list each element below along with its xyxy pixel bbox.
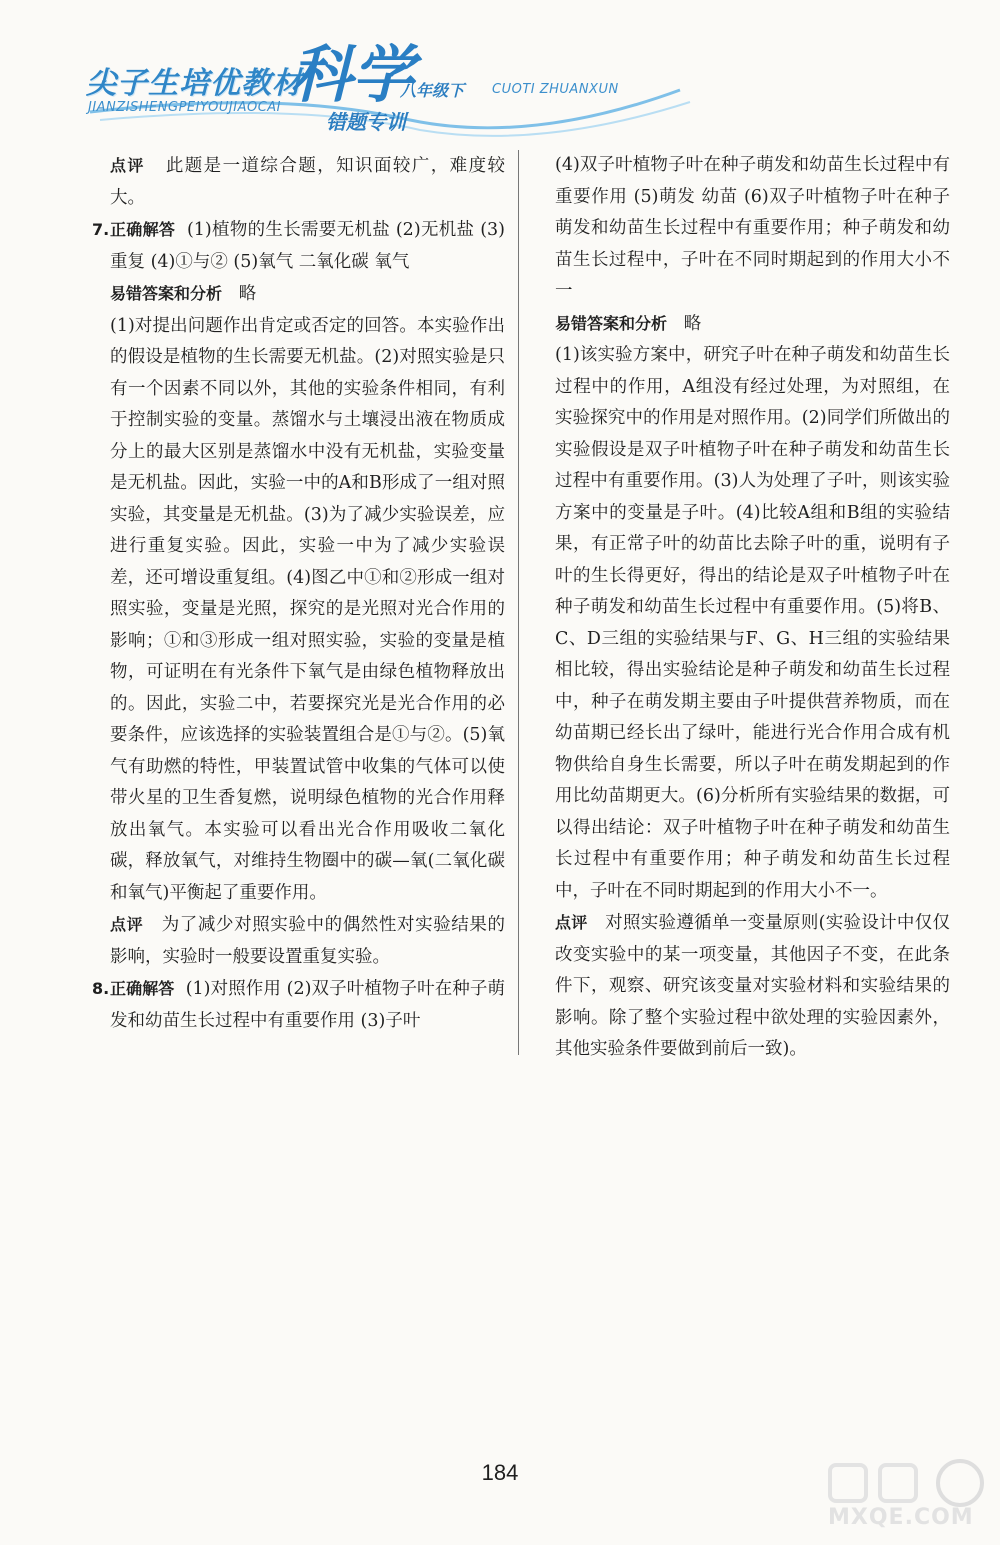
series-pinyin: CUOTI ZHUANXUN [492, 82, 619, 97]
comment-paragraph [110, 909, 505, 973]
question-8-answer [92, 973, 505, 1037]
wrong-answer-label: 易错答案和分析 [555, 313, 668, 333]
left-column [92, 150, 505, 1037]
column-divider [518, 150, 519, 1055]
comment-text: 为了减少对照实验中的偶然性对实验结果的影响，实验时一般要设置重复实验。 [110, 915, 505, 967]
book-header [80, 38, 700, 140]
brand-title: 尖子生培优教材 [86, 66, 303, 101]
correct-answer-label: 正确解答 [110, 979, 175, 998]
correct-answer-label: 正确解答 [110, 220, 176, 239]
comment-label: 点评 [555, 913, 588, 932]
right-column [555, 150, 950, 1066]
page-number: 184 [481, 1460, 519, 1485]
comment-paragraph [555, 907, 950, 1066]
correct-answer-text: (1)对照作用 (2)双子叶植物子叶在种子萌发和幼苗生长过程中有重要作用 (3)子叶 [110, 979, 505, 1031]
analysis-paragraph: (1)该实验方案中，研究子叶在种子萌发和幼苗生长过程中的作用，A组没有经过处理，为对照组，在实验探究中的作用是对照作用。(2)同学们所做出的实验假设是双子叶植物子叶在种子萌发和幼苗生长过程中有重要作用。(3)人为处理了子叶，则该实验方案中的变量是子叶。(4)比较A组和B组的实验结果，有正常子叶的幼苗比去除子叶的重，说明有子叶的生长得更好，得出的结论是双子叶植物子叶在种子萌发和幼苗生长过程中有重要作用。(5)将B、C、D三组的实验结果与F、G、H三组的实验结果相比较，得出实验结论是种子萌发和幼苗生长过程中，种子在萌发期主要由子叶提供营养物质，而在幼苗期已经长出了绿叶，能进行光合作用合成有机物供给自身生长需要，所以子叶在萌发期起到的作用比幼苗期更大。(6)分析所有实验结果的数据，可以得出结论：双子叶植物子叶在种子萌发和幼苗生长过程中有重要作用；种子萌发和幼苗生长过程中，子叶在不同时期起到的作用大小不一。 [555, 345, 950, 901]
comment-label: 点评 [110, 915, 144, 934]
analysis-paragraph: (1)对提出问题作出肯定或否定的回答。本实验作出的假设是植物的生长需要无机盐。(2)对照实验是只有一个因素不同以外，其他的实验条件相同，有利于控制实验的变量。蒸馏水与土壤浸出液在物质成分上的最大区别是蒸馏水中没有无机盐，实验变量是无机盐。因此，实验一中的A和B形成了一组对照实验，其变量是无机盐。(3)为了减少实验误差，应进行重复实验。因此，实验一中为了减少实验误差，还可增设重复组。(4)图乙中①和②形成一组对照实验，变量是光照，探究的是光照对光合作用的影响；①和③形成一组对照实验，实验的变量是植物，可证明在有光条件下氧气是由绿色植物释放出的。因此，实验二中，若要探究光是光合作用的必要条件，应该选择的实验装置组合是①与②。(5)氧气有助燃的特性，甲装置试管中收集的气体可以使带火星的卫生香复燃，说明绿色植物的光合作用释放出氧气。本实验可以看出光合作用吸收二氧化碳，释放氧气，对维持生物圈中的碳—氧(二氧化碳和氧气)平衡起了重要作用。 [110, 315, 505, 903]
watermark-text: MXQE.COM [828, 1505, 974, 1530]
correct-answer-text: (1)植物的生长需要无机盐 (2)无机盐 (3)重复 (4)①与② (5)氧气 二氧化碳 氧气 [110, 220, 505, 272]
comment-text: 对照实验遵循单一变量原则(实验设计中仅仅改变实验中的某一项变量，其他因子不变，在此条件下，观察、研究该变量对实验材料和实验结果的影响。除了整个实验过程中欲处理的实验因素外，其他实验条件要做到前后一致)。 [555, 913, 950, 1059]
comment-label: 点评 [110, 156, 145, 175]
wrong-answer-text: 略 [683, 313, 702, 334]
comment-paragraph [110, 150, 505, 214]
question-8-number: 8. [92, 979, 110, 998]
question-7-answer [92, 214, 505, 278]
answer-continuation: (4)双子叶植物子叶在种子萌发和幼苗生长过程中有重要作用 (5)萌发 幼苗 (6)双子叶植物子叶在种子萌发和幼苗生长过程中有重要作用；种子萌发和幼苗生长过程中，子叶在不同时期起到的作用大小不一 [555, 155, 950, 301]
brand-pinyin: JIANZISHENGPEIYOUJIAOCAI [88, 100, 282, 115]
wrong-answer-heading [110, 278, 505, 311]
wrong-answer-text: 略 [238, 284, 257, 304]
subject-title: 科学 [290, 38, 415, 111]
question-7-number: 7. [92, 220, 110, 239]
topic-label: 错题专训 [326, 110, 406, 134]
wrong-answer-label: 易错答案和分析 [110, 284, 223, 303]
comment-text: 此题是一道综合题，知识面较广，难度较大。 [110, 156, 505, 208]
grade-label: 八年级下 [400, 81, 465, 100]
wrong-answer-heading [555, 308, 950, 341]
